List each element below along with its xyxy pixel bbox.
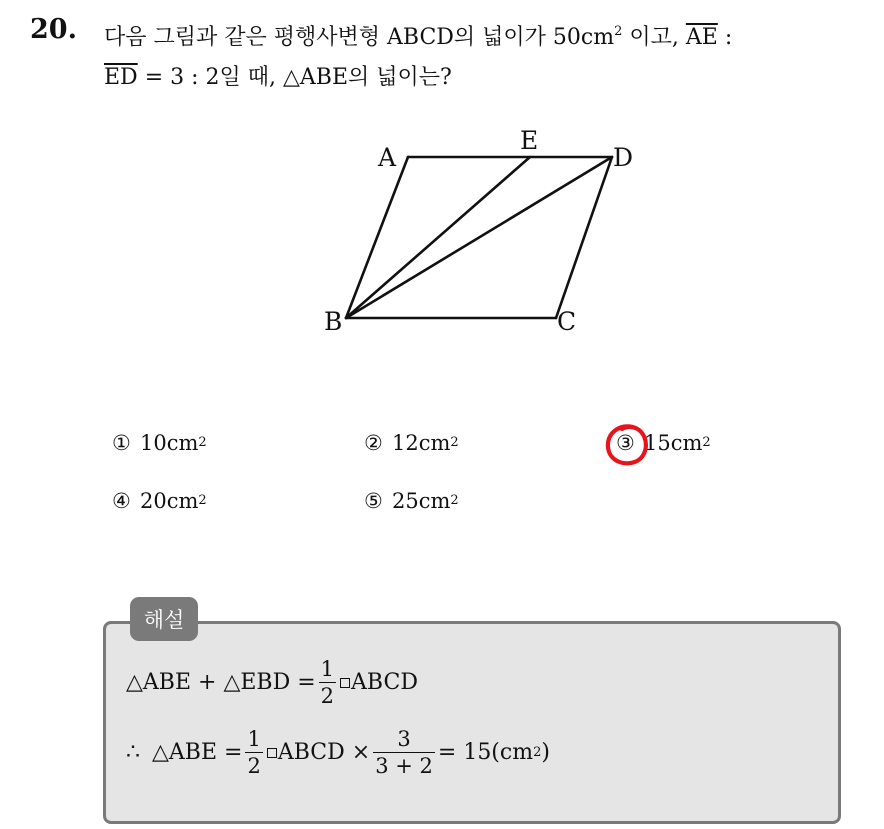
question-text-part-a: 다음 그림과 같은 평행사변형 ABCD의 넓이가 50cm	[104, 25, 615, 50]
line1-fraction	[319, 656, 336, 709]
question-text	[104, 18, 869, 98]
question-text-part-c: = 3 : 2일 때, △ABE의 넓이는?	[137, 65, 452, 90]
line1-frac-den: 2	[320, 684, 335, 708]
answer-circle-mark	[603, 421, 651, 469]
label-d: D	[613, 143, 634, 172]
question-number: 20.	[30, 14, 77, 45]
line2-frac2-num: 3	[397, 727, 411, 751]
label-e: E	[520, 126, 539, 155]
line2-result-close: )	[541, 740, 550, 765]
solution-tag: 해설	[130, 597, 198, 641]
line1-right: ABCD	[351, 670, 418, 695]
choice-1-mark: ①	[112, 431, 131, 455]
question-text-part-b: 이고,	[622, 25, 686, 50]
diagonal-bd	[346, 157, 612, 318]
choice-2[interactable]: ② 12cm 2	[364, 431, 459, 455]
choice-4[interactable]: ④ 20cm 2	[112, 489, 207, 513]
choice-3[interactable]: ③ 15cm 2	[616, 431, 711, 455]
choice-1[interactable]: ① 10cm 2	[112, 431, 207, 455]
line2-fraction-1	[245, 726, 262, 779]
choice-5[interactable]: ⑤ 25cm 2	[364, 489, 459, 513]
solution-line-2: ∴ △ABE = $\frac{1}{2}$ ABCD × $\frac{3}{3 + 2}$ = 15(cm 2 )	[126, 727, 550, 778]
choice-3-value: 15cm	[644, 431, 703, 455]
choice-2-mark: ②	[364, 431, 383, 455]
label-b: B	[324, 307, 343, 336]
choice-1-value: 10cm	[140, 431, 199, 455]
choice-2-value: 12cm	[392, 431, 451, 455]
label-a: A	[378, 143, 397, 172]
superscript: 2	[614, 24, 623, 39]
label-c: C	[557, 307, 577, 336]
line2-mid: ABCD ×	[277, 740, 371, 765]
edge-ba	[346, 157, 408, 318]
edge-dc	[556, 157, 612, 318]
choice-5-value: 25cm	[392, 489, 451, 513]
choice-4-value: 20cm	[140, 489, 199, 513]
line2-frac1-num: 1	[247, 727, 261, 751]
choice-5-mark: ⑤	[364, 489, 383, 513]
line1-left: △ABE + △EBD =	[126, 670, 316, 695]
therefore-symbol: ∴	[126, 740, 140, 765]
ratio-colon: :	[717, 25, 733, 50]
line2-result: = 15(cm	[437, 740, 534, 765]
parallelogram-icon	[267, 748, 277, 758]
parallelogram-icon	[340, 678, 350, 688]
solution-line-1	[126, 656, 418, 709]
segment-be	[346, 157, 530, 318]
line2-left: △ABE =	[152, 740, 243, 765]
choice-3-mark: ③	[616, 431, 635, 455]
parallelogram-figure	[300, 120, 660, 345]
segment-ae: $\overline{AE}$	[685, 25, 718, 50]
line2-frac2-den: 3 + 2	[375, 754, 433, 778]
line2-frac1-den: 2	[247, 754, 261, 778]
segment-ed: $\overline{ED}$	[104, 65, 138, 90]
choice-4-mark: ④	[112, 489, 131, 513]
line1-frac-num: 1	[320, 657, 335, 681]
line2-fraction-2	[373, 726, 435, 779]
solution-box	[103, 621, 841, 824]
